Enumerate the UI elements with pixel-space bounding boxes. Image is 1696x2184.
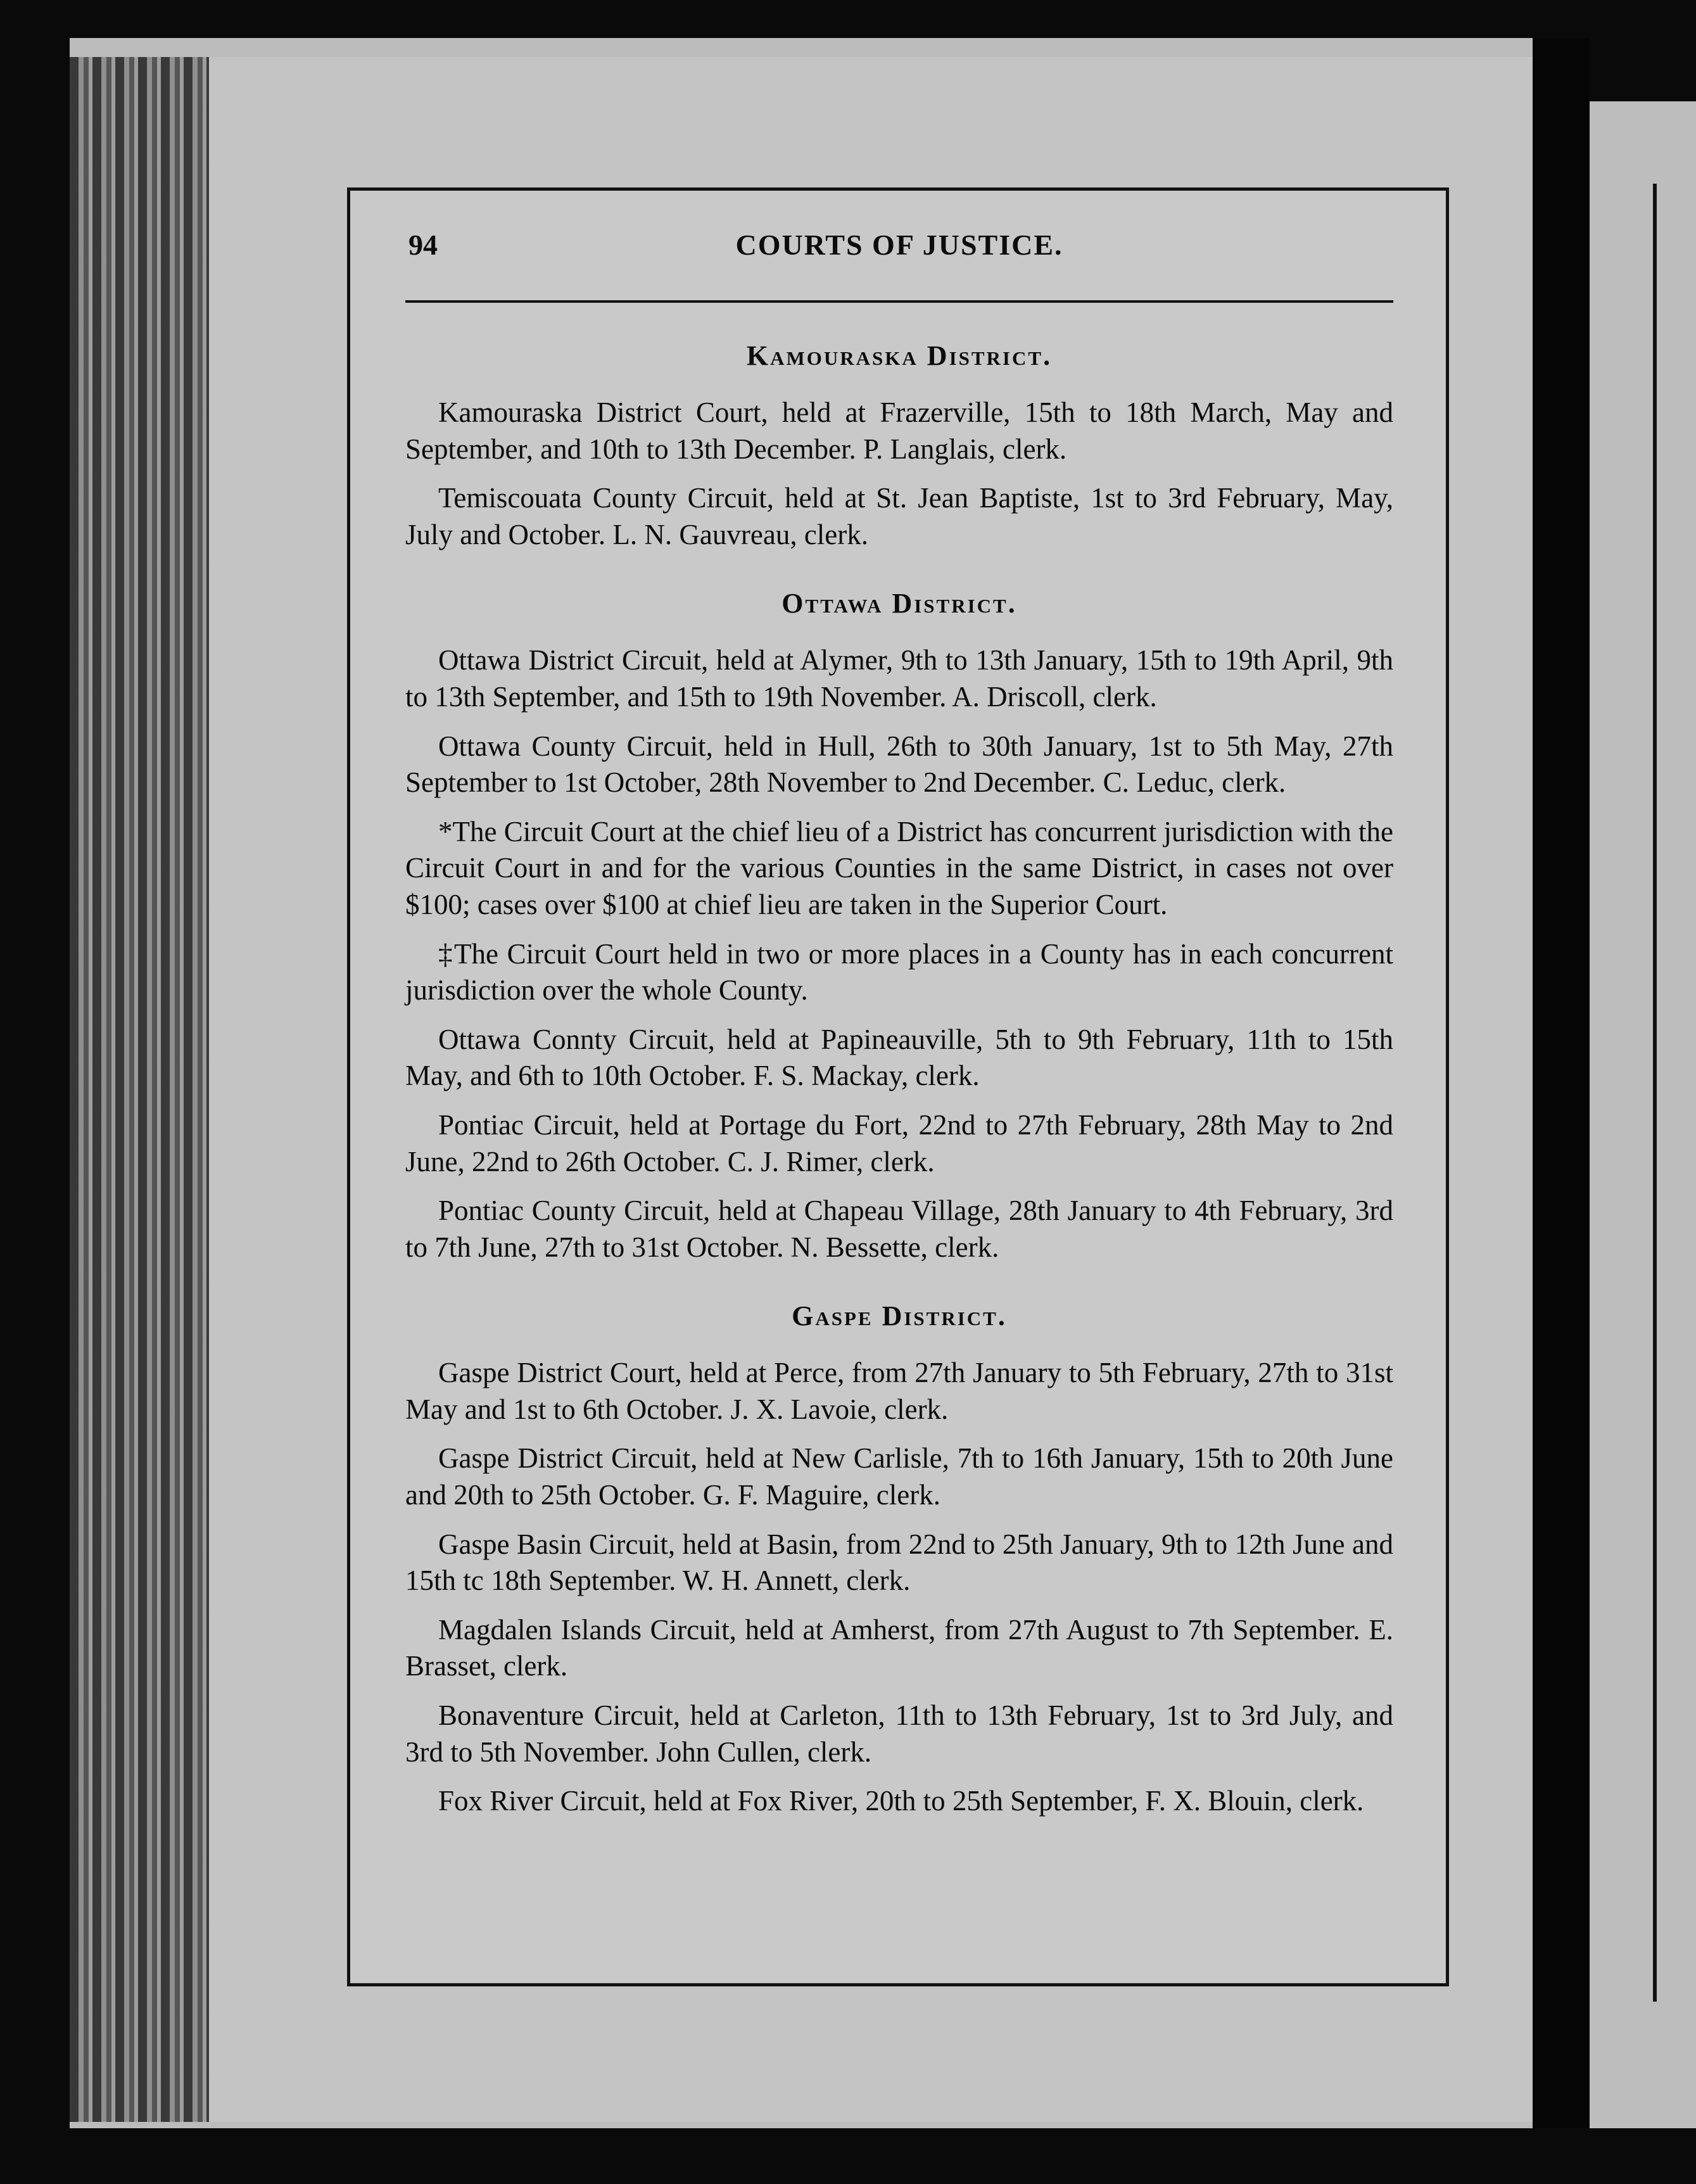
- court-entry: Ottawa District Circuit, held at Alymer, 9th to 13th January, 15th to 19th April, 9th to 13th September, and 15th to 19th November. A. Driscoll, clerk.: [405, 644, 1393, 713]
- court-entry: Pontiac Circuit, held at Portage du Fort, 22nd to 27th February, 28th May to 2nd June, 22nd to 26th October. C. J. Rimer, clerk.: [405, 1108, 1393, 1178]
- section-kamouraska: [405, 340, 1393, 553]
- court-entry: Ottawa Connty Circuit, held at Papineauville, 5th to 9th February, 11th to 15th May, and 6th to 10th October. F. S. Mackay, clerk.: [405, 1023, 1393, 1092]
- book-gutter: [1533, 38, 1590, 2128]
- running-title: COURTS OF JUSTICE.: [735, 229, 1063, 261]
- district-heading: Ottawa District.: [782, 588, 1017, 619]
- court-entry: Ottawa County Circuit, held in Hull, 26th to 30th January, 1st to 5th May, 27th September to 1st October, 28th November to 2nd December. C. Leduc, clerk.: [405, 730, 1393, 799]
- section-ottawa: [405, 587, 1393, 1266]
- district-heading: Kamouraska District.: [746, 340, 1053, 371]
- court-entry: Kamouraska District Court, held at Frazerville, 15th to 18th March, May and September, and 10th to 13th December. P. Langlais, clerk.: [405, 397, 1393, 465]
- court-entry: Magdalen Islands Circuit, held at Amherst, from 27th August to 7th September. E. Brasset, clerk.: [405, 1613, 1393, 1682]
- footnote-chief-lieu: *The Circuit Court at the chief lieu of a District has concurrent jurisdiction with the Circuit Court in and for the various Counties in the same District, in cases not over $100; cases over $100 at chief lieu are taken in the Superior Court.: [405, 815, 1393, 920]
- page-number: 94: [408, 229, 438, 261]
- court-entry: Pontiac County Circuit, held at Chapeau Village, 28th January to 4th February, 3rd to 7th June, 27th to 31st October. N. Bessette, clerk.: [405, 1195, 1393, 1263]
- court-entry: Gaspe District Circuit, held at New Carlisle, 7th to 16th January, 15th to 20th June and 20th to 25th October. G. F. Maguire, clerk.: [405, 1442, 1393, 1511]
- district-heading: Gaspe District.: [792, 1300, 1007, 1332]
- facing-page-edge: [1590, 101, 1696, 2128]
- section-gaspe: [405, 1300, 1393, 1820]
- court-entry: Gaspe Basin Circuit, held at Basin, from 22nd to 25th January, 9th to 12th June and 15th tc 18th September. W. H. Annett, clerk.: [405, 1528, 1393, 1597]
- court-entry: Gaspe District Court, held at Perce, from 27th January to 5th February, 27th to 31st May and 1st to 6th October. J. X. Lavoie, clerk.: [405, 1357, 1393, 1425]
- page-content: [405, 228, 1393, 1832]
- facing-page-frame-line: [1653, 184, 1657, 2002]
- court-entry: Bonaventure Circuit, held at Carleton, 11th to 13th February, 1st to 3rd July, and 3rd to 5th November. John Cullen, clerk.: [405, 1699, 1393, 1768]
- court-entry: Temiscouata County Circuit, held at St. Jean Baptiste, 1st to 3rd February, May, July and October. L. N. Gauvreau, clerk.: [405, 482, 1393, 550]
- header-rule: [405, 300, 1393, 303]
- footnote-concurrent-jurisdiction: ‡The Circuit Court held in two or more places in a County has in each concurrent jurisdiction over the whole County.: [405, 937, 1393, 1006]
- court-entry: Fox River Circuit, held at Fox River, 20th to 25th September, F. X. Blouin, clerk.: [438, 1785, 1364, 1817]
- running-head: [405, 228, 1393, 272]
